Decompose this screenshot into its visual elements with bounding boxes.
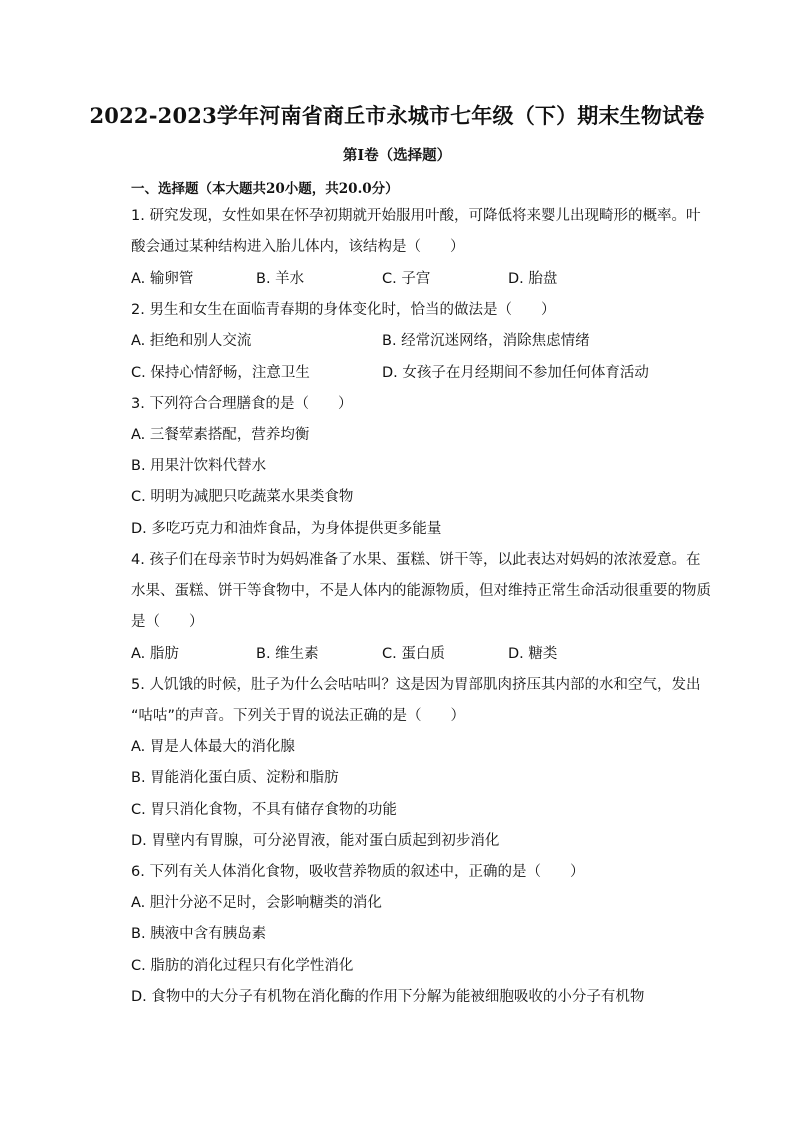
question-5-stem-line-2: “咕咕”的声音。下列关于胃的说法正确的是（ ） bbox=[131, 708, 466, 724]
question-1-option-b: B. 羊水 bbox=[256, 271, 305, 287]
question-2-option-a: A. 拒绝和别人交流 bbox=[131, 333, 252, 349]
question-5-option-c: C. 胃只消化食物，不具有储存食物的功能 bbox=[131, 802, 397, 818]
question-6-option-a: A. 胆汁分泌不足时，会影响糖类的消化 bbox=[131, 895, 382, 911]
question-2-option-d: D. 女孩子在月经期间不参加任何体育活动 bbox=[382, 365, 649, 381]
question-1-option-c: C. 子宫 bbox=[382, 271, 431, 287]
question-6-stem-line-1: 6. 下列有关人体消化食物，吸收营养物质的叙述中，正确的是（ ） bbox=[131, 864, 585, 880]
question-4-option-d: D. 糖类 bbox=[508, 646, 558, 662]
question-3-option-a: A. 三餐荤素搭配，营养均衡 bbox=[131, 427, 310, 443]
question-3-option-c: C. 明明为减肥只吃蔬菜水果类食物 bbox=[131, 489, 354, 505]
question-3-option-d: D. 多吃巧克力和油炸食品，为身体提供更多能量 bbox=[131, 521, 442, 537]
question-6-option-b: B. 胰液中含有胰岛素 bbox=[131, 926, 267, 942]
section-heading: 一、选择题（本大题共20小题，共20.0分） bbox=[131, 181, 399, 197]
question-4-stem-line-1: 4. 孩子们在母亲节时为妈妈准备了水果、蛋糕、饼干等，以此表达对妈妈的浓浓爱意。在 bbox=[131, 552, 701, 568]
question-2-stem-line-1: 2. 男生和女生在面临青春期的身体变化时，恰当的做法是（ ） bbox=[131, 302, 556, 318]
question-2-option-b: B. 经常沉迷网络，消除焦虑情绪 bbox=[382, 333, 590, 349]
question-3-option-b: B. 用果汁饮料代替水 bbox=[131, 458, 267, 474]
question-6-option-c: C. 脂肪的消化过程只有化学性消化 bbox=[131, 958, 354, 974]
volume-subtitle: 第Ⅰ卷（选择题） bbox=[342, 147, 452, 164]
question-4-stem-line-3: 是（ ） bbox=[131, 614, 204, 630]
question-1-option-d: D. 胎盘 bbox=[508, 271, 558, 287]
question-5-option-a: A. 胃是人体最大的消化腺 bbox=[131, 739, 295, 755]
question-5-option-d: D. 胃壁内有胃腺，可分泌胃液，能对蛋白质起到初步消化 bbox=[131, 833, 500, 849]
question-1-stem-line-2: 酸会通过某种结构进入胎儿体内，该结构是（ ） bbox=[131, 239, 465, 255]
question-5-option-b: B. 胃能消化蛋白质、淀粉和脂肪 bbox=[131, 770, 339, 786]
question-4-option-a: A. 脂肪 bbox=[131, 646, 179, 662]
question-5-stem-line-1: 5. 人饥饿的时候，肚子为什么会咕咕叫？这是因为胃部肌肉挤压其内部的水和空气，发出 bbox=[131, 677, 701, 693]
question-4-option-b: B. 维生素 bbox=[256, 646, 319, 662]
question-2-option-c: C. 保持心情舒畅，注意卫生 bbox=[131, 365, 310, 381]
question-4-stem-line-2: 水果、蛋糕、饼干等食物中，不是人体内的能源物质，但对维持正常生命活动很重要的物质 bbox=[131, 583, 711, 599]
question-6-option-d: D. 食物中的大分子有机物在消化酶的作用下分解为能被细胞吸收的小分子有机物 bbox=[131, 989, 645, 1005]
exam-title: 2022-2023学年河南省商丘市永城市七年级（下）期末生物试卷 bbox=[89, 103, 705, 128]
question-4-option-c: C. 蛋白质 bbox=[382, 646, 445, 662]
question-3-stem-line-1: 3. 下列符合合理膳食的是（ ） bbox=[131, 396, 353, 412]
question-1-option-a: A. 输卵管 bbox=[131, 271, 194, 287]
question-1-stem-line-1: 1. 研究发现，女性如果在怀孕初期就开始服用叶酸，可降低将来婴儿出现畸形的概率。叶 bbox=[131, 208, 701, 224]
